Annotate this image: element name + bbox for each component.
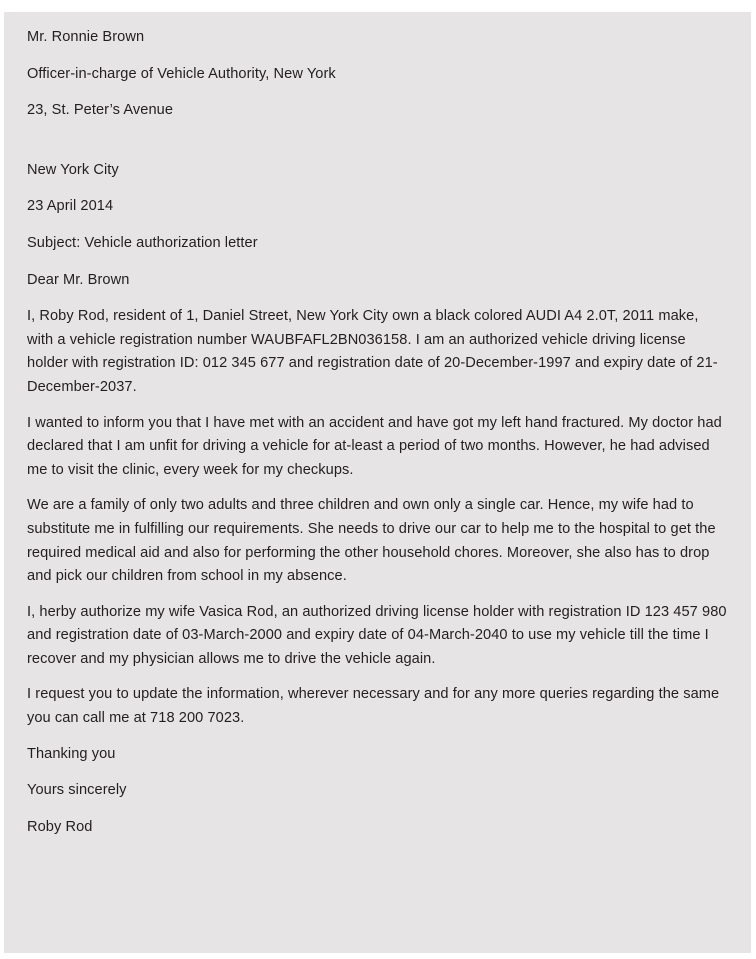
body-paragraph: I request you to update the information, wherever necessary and for any more queries regarding the same you can call me at 718 200 7023.: [27, 686, 720, 727]
letter-subject: Subject: Vehicle authorization letter: [27, 234, 258, 251]
body-paragraph: I, Roby Rod, resident of 1, Daniel Street, New York City own a black colored AUDI A4 2.0T, 2011 make, with a vehicle registration number WAUBFAFL2BN036158. I am an authorized vehicle driving license holder with registration ID: 012 345 677 and registration date of 20-December-1997 and expiry date of 21-December-2037.: [27, 308, 718, 395]
closing-thanks: Thanking you: [27, 745, 116, 762]
signature-name: Roby Rod: [27, 818, 93, 835]
letter-body: [27, 26, 727, 839]
body-paragraph: I, herby authorize my wife Vasica Rod, an authorized driving license holder with registration ID 123 457 980 and registration date of 03-March-2000 and expiry date of 04-March-2040 to use my vehicle till the time I recover and my physician allows me to drive the vehicle again.: [27, 603, 727, 667]
closing-valediction: Yours sincerely: [27, 782, 127, 799]
body-paragraph: I wanted to inform you that I have met with an accident and have got my left hand fractured. My doctor had declared that I am unfit for driving a vehicle for at-least a period of two months. However, he had advised me to visit the clinic, every week for my checkups.: [27, 414, 722, 478]
body-paragraph: We are a family of only two adults and three children and own only a single car. Hence, my wife had to substitute me in fulfilling our requirements. She needs to drive our car to help me to the hospital to get the required medical aid and also for performing the other household chores. Moreover, she also has to drop and pick our children from school in my absence.: [27, 497, 716, 585]
address-spacer: [27, 136, 727, 159]
salutation: Dear Mr. Brown: [27, 271, 130, 288]
recipient-name: Mr. Ronnie Brown: [27, 29, 145, 45]
sender-city: New York City: [27, 161, 119, 178]
letter-page: [4, 12, 751, 953]
recipient-street: 23, St. Peter’s Avenue: [27, 102, 174, 119]
recipient-designation: Officer-in-charge of Vehicle Authority, New York: [27, 65, 336, 82]
letter-date: 23 April 2014: [27, 198, 114, 215]
